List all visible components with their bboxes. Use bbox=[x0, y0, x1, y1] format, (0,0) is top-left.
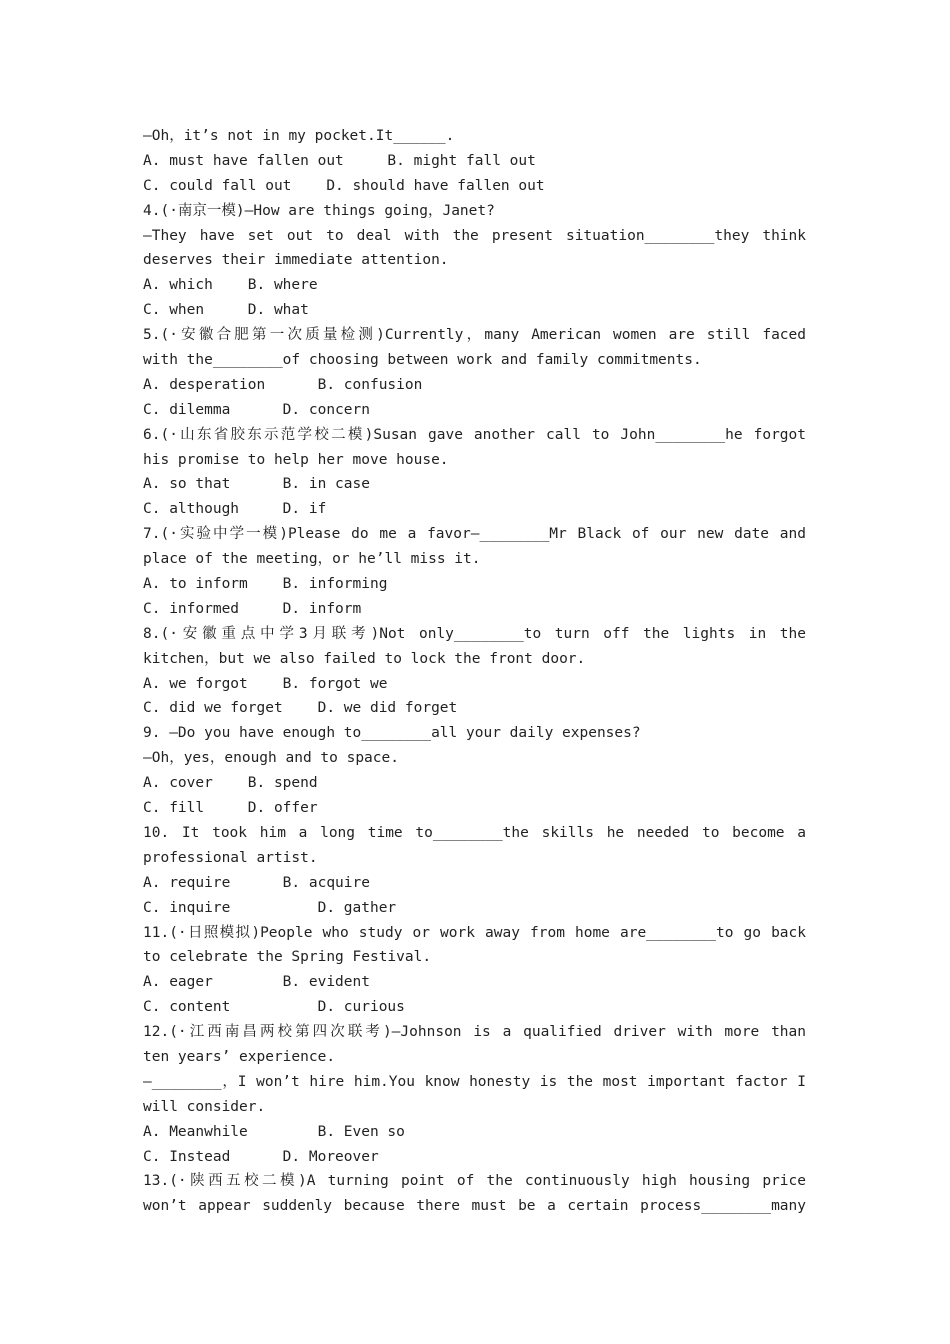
text-line: 13.(·陕西五校二模)A turning point of the continuously high housing price bbox=[143, 1173, 806, 1190]
text-line: professional artist. bbox=[143, 849, 318, 866]
text-line: 8.(·安徽重点中学3月联考)Not only________to turn off the lights in the bbox=[143, 625, 806, 642]
text-line: 6.(·山东省胶东示范学校二模)Susan gave another call to John________he forgot bbox=[143, 426, 806, 443]
text-line: A. desperation B. confusion bbox=[143, 376, 423, 393]
text-line: place of the meeting，or he’ll miss it. bbox=[143, 551, 481, 568]
text-line: will consider. bbox=[143, 1098, 266, 1115]
text-line: won’t appear suddenly because there must be a certain process________many bbox=[143, 1198, 806, 1215]
text-line: to celebrate the Spring Festival. bbox=[143, 949, 432, 966]
text-line: A. cover B. spend bbox=[143, 775, 318, 792]
text-line: C. did we forget D. we did forget bbox=[143, 700, 458, 717]
text-line: C. content D. curious bbox=[143, 999, 405, 1016]
text-line: C. when D. what bbox=[143, 302, 309, 319]
text-line: C. could fall out D. should have fallen out bbox=[143, 177, 545, 194]
text-line: his promise to help her move house. bbox=[143, 451, 449, 468]
text-line: A. to inform B. informing bbox=[143, 576, 388, 593]
text-line: C. inquire D. gather bbox=[143, 899, 397, 916]
text-line: kitchen，but we also failed to lock the front door. bbox=[143, 650, 586, 667]
text-line: 11.(·日照模拟)People who study or work away from home are________to go back bbox=[143, 924, 806, 941]
text-line: deserves their immediate attention. bbox=[143, 252, 449, 269]
text-line: 9. —Do you have enough to________all your daily expenses? bbox=[143, 725, 641, 742]
document-page bbox=[143, 124, 806, 1219]
text-line: C. Instead D. Moreover bbox=[143, 1148, 379, 1165]
text-line: C. fill D. offer bbox=[143, 800, 318, 817]
text-line: 7.(·实验中学一模)Please do me a favor—________Mr Black of our new date and bbox=[143, 526, 806, 543]
text-line: C. although D. if bbox=[143, 501, 327, 518]
text-line: —They have set out to deal with the present situation________they think bbox=[143, 227, 806, 244]
text-line: C. informed D. inform bbox=[143, 600, 362, 617]
text-line: A. must have fallen out B. might fall out bbox=[143, 152, 536, 169]
text-line: A. which B. where bbox=[143, 277, 318, 294]
text-line: ten years’ experience. bbox=[143, 1048, 336, 1065]
text-line: A. require B. acquire bbox=[143, 874, 370, 891]
text-line: A. we forgot B. forgot we bbox=[143, 675, 388, 692]
text-line: 12.(·江西南昌两校第四次联考)—Johnson is a qualified driver with more than bbox=[143, 1024, 806, 1041]
text-line: C. dilemma D. concern bbox=[143, 401, 370, 418]
text-line: with the________of choosing between work and family commitments. bbox=[143, 352, 702, 369]
text-line: 10. It took him a long time to________the skills he needed to become a bbox=[143, 824, 806, 841]
text-line: —Oh，it’s not in my pocket.It______. bbox=[143, 128, 455, 144]
text-line: 4.(·南京一模)—How are things going，Janet? bbox=[143, 202, 495, 219]
text-line: —Oh，yes，enough and to space. bbox=[143, 750, 399, 767]
text-line: A. eager B. evident bbox=[143, 974, 370, 991]
text-line: A. Meanwhile B. Even so bbox=[143, 1123, 405, 1140]
text-line: 5.(·安徽合肥第一次质量检测)Currently，many American women are still faced bbox=[143, 327, 806, 344]
text-line: —________，I won’t hire him.You know honesty is the most important factor I bbox=[143, 1073, 806, 1090]
text-line: A. so that B. in case bbox=[143, 476, 370, 493]
